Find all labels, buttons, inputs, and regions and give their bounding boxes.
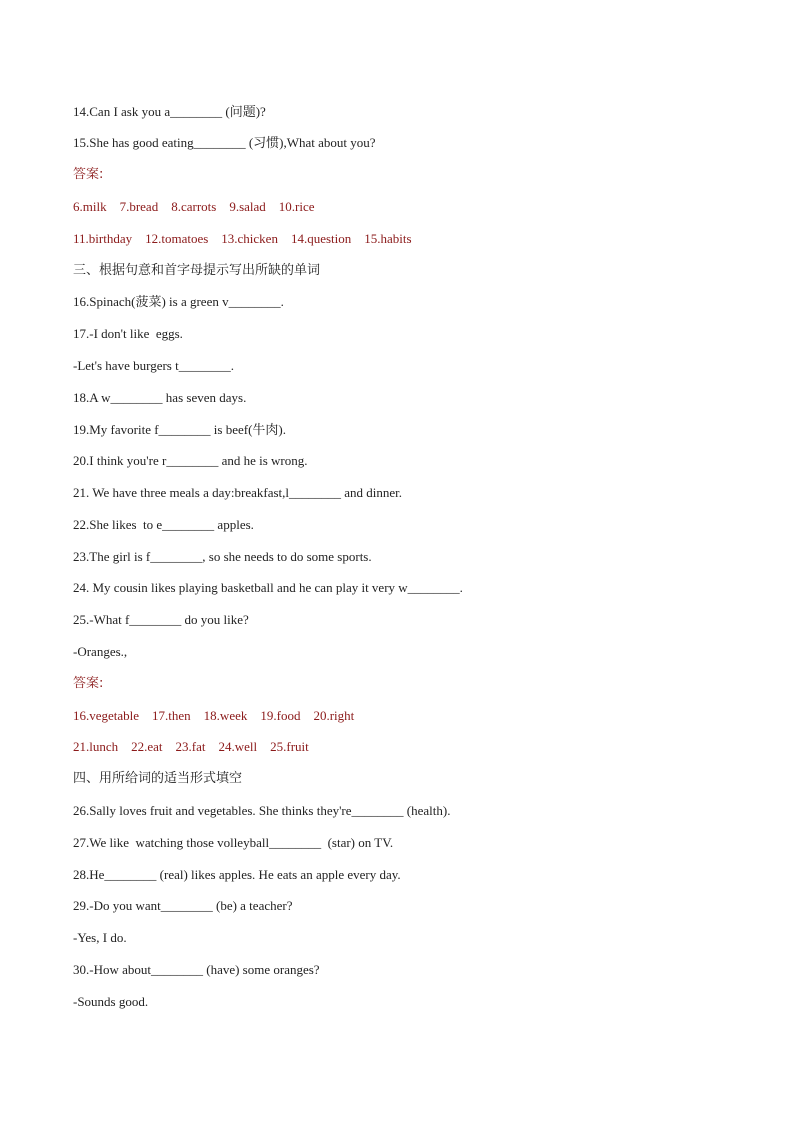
question-30-response: -Sounds good. (73, 994, 149, 1009)
question-24: 24. My cousin likes playing basketball and he can play it very w________. (73, 580, 463, 595)
question-14: 14.Can I ask you a________ (问题)? (73, 104, 266, 119)
question-17-response: -Let's have burgers t________. (73, 358, 234, 373)
question-20: 20.I think you're r________ and he is wrong. (73, 453, 308, 468)
question-29: 29.-Do you want________ (be) a teacher? (73, 898, 293, 913)
answer-label: 答案: (73, 167, 104, 182)
question-18: 18.A w________ has seven days. (73, 390, 247, 405)
question-21: 21. We have three meals a day:breakfast,l________ and dinner. (73, 485, 403, 500)
answers-row: 6.milk 7.bread 8.carrots 9.salad 10.rice (73, 199, 315, 214)
question-25: 25.-What f________ do you like? (73, 612, 249, 627)
section-heading-4: 四、用所给词的适当形式填空 (73, 771, 243, 786)
answers-row: 16.vegetable 17.then 18.week 19.food 20.right (73, 708, 355, 723)
question-17: 17.-I don't like eggs. (73, 326, 183, 341)
question-29-response: -Yes, I do. (73, 930, 127, 945)
question-28: 28.He________ (real) likes apples. He eats an apple every day. (73, 867, 401, 882)
question-30: 30.-How about________ (have) some oranges? (73, 962, 320, 977)
question-27: 27.We like watching those volleyball________ (star) on TV. (73, 835, 394, 850)
question-25-response: -Oranges., (73, 644, 128, 659)
answers-row: 11.birthday 12.tomatoes 13.chicken 14.question 15.habits (73, 231, 412, 246)
answers-row: 21.lunch 22.eat 23.fat 24.well 25.fruit (73, 739, 309, 754)
question-16: 16.Spinach(菠菜) is a green v________. (73, 294, 284, 309)
question-22: 22.She likes to e________ apples. (73, 517, 254, 532)
question-19: 19.My favorite f________ is beef(牛肉). (73, 422, 287, 437)
question-15: 15.She has good eating________ (习惯),What about you? (73, 135, 376, 150)
question-23: 23.The girl is f________, so she needs to do some sports. (73, 549, 372, 564)
section-heading-3: 三、根据句意和首字母提示写出所缺的单词 (73, 263, 321, 278)
answer-label: 答案: (73, 676, 104, 691)
question-26: 26.Sally loves fruit and vegetables. She thinks they're________ (health). (73, 803, 451, 818)
